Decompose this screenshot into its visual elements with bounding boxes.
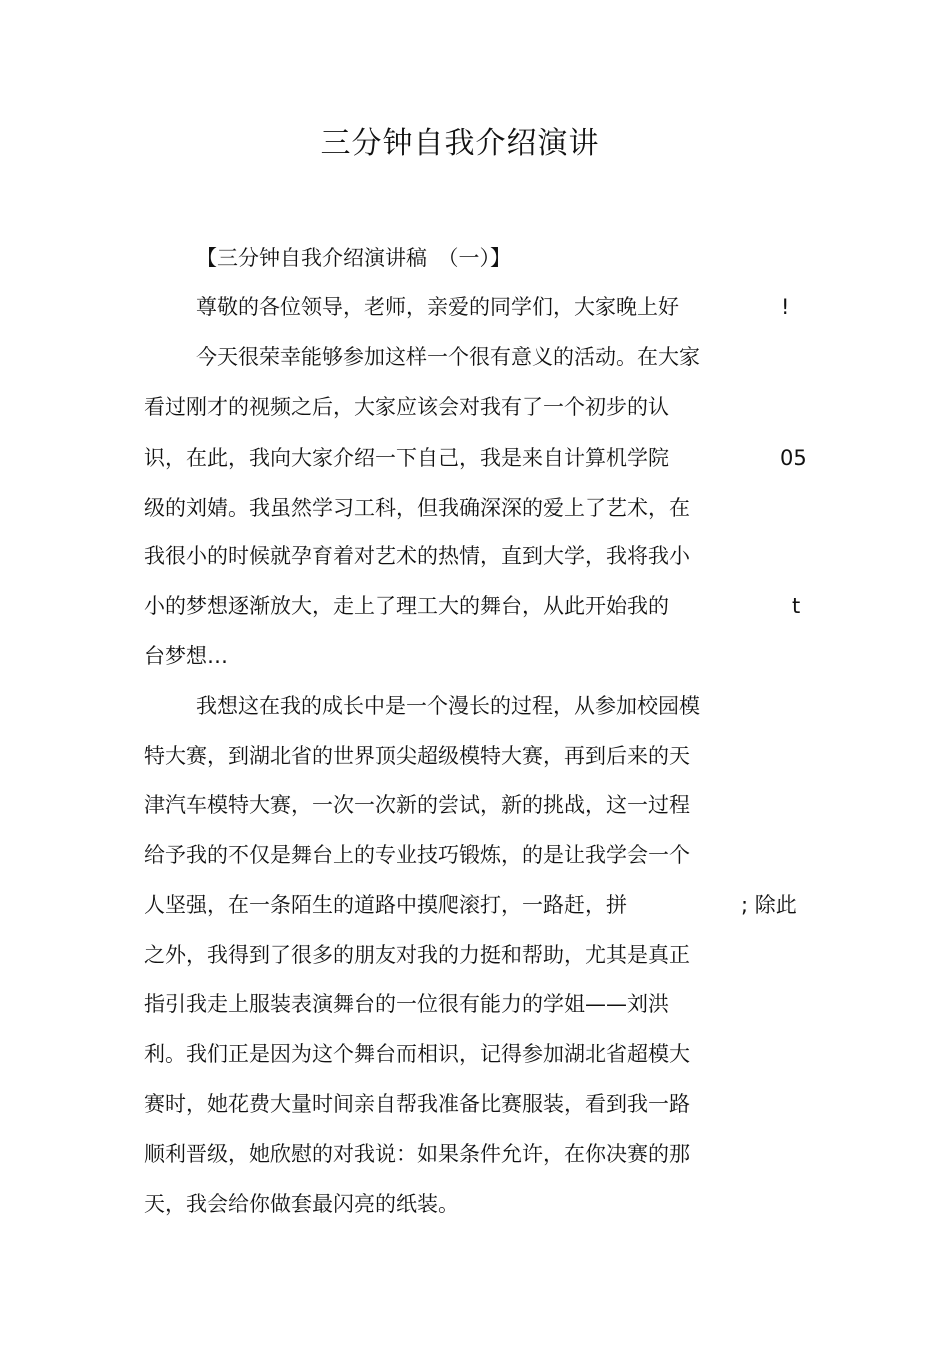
paragraph-line: 尊敬的各位领导，老师，亲爱的同学们，大家晚上好: [196, 295, 679, 319]
paragraph-line: 利。我们正是因为这个舞台而相识，记得参加湖北省超模大: [144, 1042, 690, 1066]
paragraph-line: 我想这在我的成长中是一个漫长的过程，从参加校园模: [196, 694, 700, 718]
paragraph-line: 人坚强，在一条陌生的道路中摸爬滚打，一路赶，拼: [144, 893, 627, 917]
paragraph-line: 特大赛，到湖北省的世界顶尖超级模特大赛，再到后来的天: [144, 744, 690, 768]
paragraph-line: 我很小的时候就孕育着对艺术的热情，直到大学，我将我小: [144, 544, 690, 568]
paragraph-line-tail: t: [792, 594, 801, 618]
paragraph-line-tail: ; 除此: [741, 893, 797, 917]
paragraph-line: 顺利晋级，她欣慰的对我说：如果条件允许，在你决赛的那: [144, 1142, 690, 1166]
paragraph-line: 识，在此，我向大家介绍一下自己，我是来自计算机学院: [144, 446, 669, 470]
paragraph-line: 台梦想…: [144, 644, 228, 668]
document-title: 三分钟自我介绍演讲: [320, 126, 600, 161]
paragraph-line: 级的刘婧。我虽然学习工科，但我确深深的爱上了艺术，在: [144, 496, 690, 520]
paragraph-line-tail: 05: [780, 446, 807, 470]
paragraph-line: 指引我走上服装表演舞台的一位很有能力的学姐——刘洪: [144, 992, 669, 1016]
paragraph-line: 津汽车模特大赛，一次一次新的尝试，新的挑战，这一过程: [144, 793, 690, 817]
paragraph-line: 小的梦想逐渐放大，走上了理工大的舞台，从此开始我的: [144, 594, 669, 618]
paragraph-line: 之外，我得到了很多的朋友对我的力挺和帮助，尤其是真正: [144, 943, 690, 967]
paragraph-line: 赛时，她花费大量时间亲自帮我准备比赛服装，看到我一路: [144, 1092, 690, 1116]
paragraph-line: 天，我会给你做套最闪亮的纸装。: [144, 1192, 459, 1216]
section-heading: 【三分钟自我介绍演讲稿 （一）】: [196, 246, 511, 270]
paragraph-line: 给予我的不仅是舞台上的专业技巧锻炼，的是让我学会一个: [144, 843, 690, 867]
paragraph-line: 今天很荣幸能够参加这样一个很有意义的活动。在大家: [196, 345, 700, 369]
paragraph-line: 看过刚才的视频之后，大家应该会对我有了一个初步的认: [144, 395, 669, 419]
paragraph-line-tail: !: [781, 295, 790, 319]
